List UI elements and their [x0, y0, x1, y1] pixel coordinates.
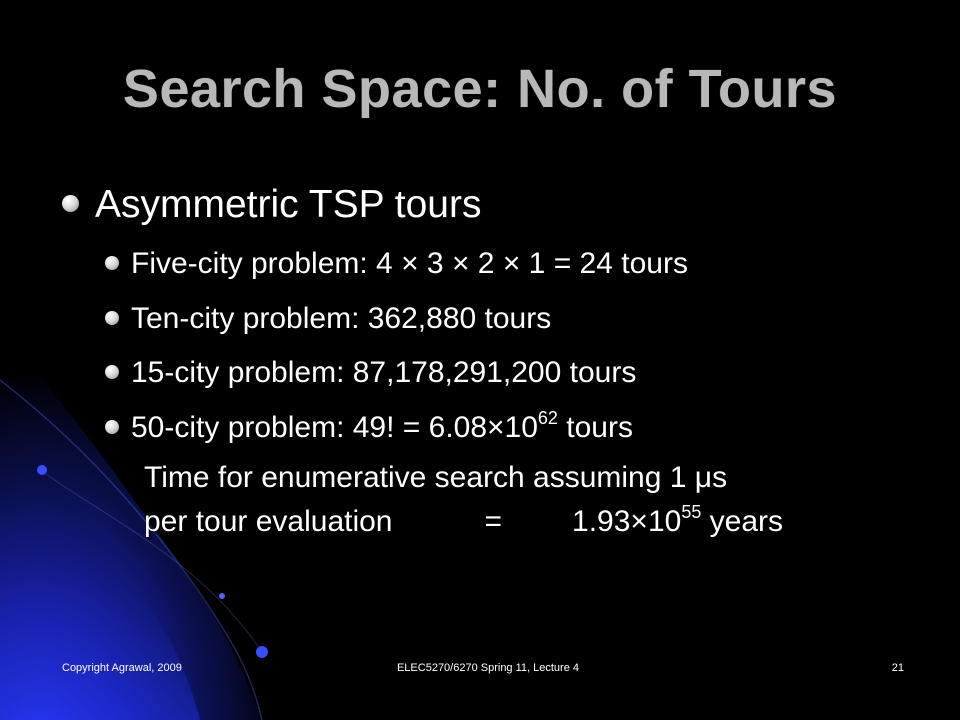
- decorative-dot-3: [219, 593, 225, 599]
- sub-bullet-ten-city: [105, 302, 551, 336]
- fifty-city-exponent: 62: [537, 408, 558, 428]
- slide-title: Search Space: No. of Tours: [122, 59, 838, 119]
- time-note-equals: =: [484, 505, 503, 538]
- sub-bullet-fifty-city: [105, 410, 633, 445]
- footer-course: ELEC5270/6270 Spring 11, Lecture 4: [396, 662, 580, 674]
- bullet-dot-icon: [105, 256, 119, 270]
- footer-copyright: Copyright Agrawal, 2009: [62, 662, 182, 674]
- time-note-line2: [144, 496, 934, 540]
- sub-bullet-text: Ten-city problem: 362,880 tours: [131, 302, 552, 335]
- bullet-dot-icon: [62, 195, 79, 212]
- bullet-asymmetric-tsp: [62, 183, 481, 227]
- fifty-city-prefix: 50-city problem: 49! = 6.08×10: [131, 411, 538, 444]
- enumeration-time-note: [144, 460, 934, 540]
- decorative-dot: [37, 465, 47, 475]
- footer-page-number: 21: [891, 662, 904, 674]
- decorative-dot-2: [256, 646, 268, 658]
- bullet-dot-icon: [105, 311, 119, 325]
- time-note-exponent: 55: [681, 502, 702, 522]
- time-note-value: 1.93×10: [572, 505, 682, 538]
- sub-bullet-five-city: [105, 247, 688, 281]
- time-note-label: per tour evaluation: [144, 505, 393, 538]
- time-note-unit: years: [701, 505, 784, 538]
- sub-bullet-text: Five-city problem: 4 × 3 × 2 × 1 = 24 tours: [131, 247, 688, 280]
- bullet-main-text: Asymmetric TSP tours: [95, 183, 482, 226]
- bullet-dot-icon: [105, 420, 119, 434]
- sub-bullet-text: 15-city problem: 87,178,291,200 tours: [131, 356, 637, 389]
- time-note-line1: Time for enumerative search assuming 1 μs: [144, 461, 728, 494]
- bullet-dot-icon: [105, 365, 119, 379]
- sub-bullet-fifteen-city: [105, 356, 636, 390]
- fifty-city-suffix: tours: [557, 411, 633, 444]
